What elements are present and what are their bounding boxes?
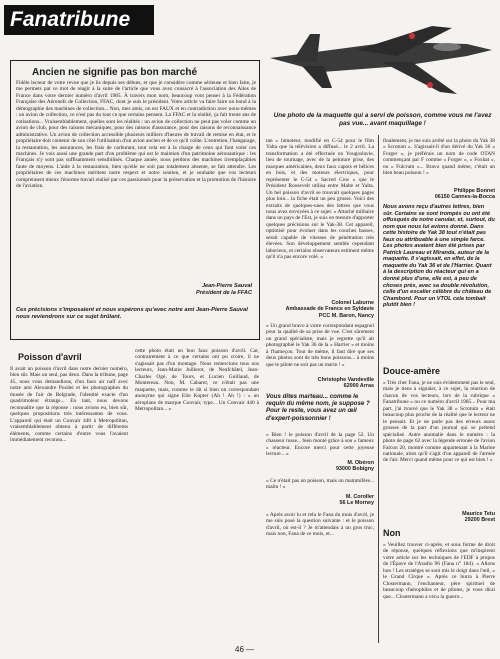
right-signature-1: Philippe Bonnet 06150 Cannes-la-Bocca xyxy=(434,188,495,201)
right-signature-2: Maurice Tetu 29200 Brest xyxy=(462,511,495,524)
masthead: Fanatribune xyxy=(4,5,154,35)
non-text: « Veuillez trouver ci-après, et sous forme de droit de réponse, quelques réflexions que m'inspirent votre article sur les techniques de l'EDF à propos de l'Épave de l'Aradio 96 (Fana n° 184). « Allons bon ! Les stratèges se sont mis le doigt dans l'œil, « le Grand Cirque ». Après ce hurra à Pierre Clostermann, l'enchanteur, père spirituel de beaucoup d'aérophiles et de pilotes, je vous dirai que... Clostermann a vécu la guerre... xyxy=(383,542,495,600)
right-text-1: finalement, je me suis arrêté sur la photo du Yak 38 « Scrotum ». S'agissait-il d'un dérivé du Yak 36 « Forger », je préférais un nom de code OTAN commençant par F comme « Forger », « Foxbat », ou « Fulcrum »... Bravo quand même, c'était un bien beau poisson ! » xyxy=(383,138,495,177)
mid-text-5: « Après avoir lu et relu le Fana du mois d'avril, je me suis posé la question suivante : et le poisson d'avril, où est-il ? Je m'attendais à un gros truc, mais non, Fana de ce mois, et... xyxy=(266,512,374,538)
aircraft-model-photo xyxy=(262,22,498,117)
column-rule xyxy=(378,135,379,643)
douce-amere-title: Douce-amère xyxy=(383,366,441,376)
photo-caption: Une photo de la maquette qui a servi de poisson, comme vous ne l'avez pas vue... avant maquillage ! xyxy=(273,112,492,127)
page-number: 46 — xyxy=(235,645,255,654)
mid-signature-1: Colonel Laburne Ambassade de France en Syldavie PCC M. Baron, Nancy xyxy=(285,300,374,319)
non-title: Non xyxy=(383,528,401,538)
box-outro: Ces précisions s'imposaient et nous espérons qu'avec notre ami Jean-Pierre Sauval nous reviendrons sur ce sujet brûlant. xyxy=(16,307,248,320)
mid-signature-3: M. Obéron 93000 Bobigny xyxy=(335,460,374,473)
right-text-2: Nous avons reçu d'autres lettres, bien sûr. Certains se sont trompés ou ont été offusqués de notre canular, et, surtout, du nom que nous lui avions donné. Dans cette histoire de Yak 38 tout n'était pas faux ou attribuable à une simple farce. Les photos avaient bien été prises par Patrick Laureau et Miranda, auteur de la maquette. Il s'agissait, en effet, de la maquette du Yak 36 et de l'Harrier. Quant à la description du réacteur qui en a donné plus d'une, elle est, à peu de choses près, avec sa double révolution, celle d'un escalier célèbre du château de Chambord. Pour un VTOL cela tombait plutôt bien ! xyxy=(383,204,495,309)
mid-text-3: « Bien ! le poisson d'avril de la page 52. Un chasseur russe... bien monté grâce à son « fameux » réacteur. Encore merci pour cette joyeuse lecture... » xyxy=(266,432,374,458)
mid-signature-4: M. Coroller 56 Le Morney xyxy=(339,494,374,507)
poisson-col1: Il avait un poisson d'avril dans notre dernier numéro, bien sûr. Mais un seul, pas deux. Dans la tribune, page 45, nous vous demandions, d'un faux air naïf avec notre ami Alexandre Pozdei et les photographes du musée de l'air de Belgrade, l'identité exacte d'un quadrimoteur étrange... En tant, nous devons reconnaître que la réponse : nous avions eu, bien sûr, quelques propositions très intéressantes de vous. L'appareil qui était un Convair 440 à Metropolitan, vraisemblablement obtenu à partir de différents éléments, comme certains d'entre vous l'avaient immédiatement reconnu... xyxy=(10,366,128,443)
mid-signature-2: Christophe Vandeville 62000 Arras xyxy=(317,377,374,390)
mid-column-text: tan » bimoteur, modifié en C-54 pour le film Yalta que la télévision a diffusé... le 2 avril. La transformation a été effectuée en Yougoslavie, lieu de tournage, avec de la peinture grise, des marques américaines, deux faux capots et hélices en bois, et des moteurs électriques, pour représenter le C-54 « Sacred Cow » que le Président Roosevelt utilisa entre Malte et Yalta. Un bel poisson d'avril se trouvait quelques pages plus loin... la fiche était un peu grosse. Voici des extraits de quelques-unes des lettres que vous nous avez envoyées à ce sujet. « Attaché militaire dans un pays de l'Est, je suis en mesure d'apporter quelques précisions sur le Yak-38. Cet appareil, optimisé pour évoluer dans les couches basses, serait capable de vitesses de pénétration très élevées. Son développement semble cependant laborieux, et certains observateurs estiment même qu'il n'a pas encore volé. » xyxy=(266,138,374,261)
douce-amere-text: « Très cher Fana, je ne suis évidemment pas le seul, mais je tiens à signaler, à ce sujet, la réaction de chacun de vos lecteurs, lors de la rubrique « Fanatribune » ou ce numéro d'avril 1985... Pour ma part, j'ai trouvé que le Yak 38 « Scrotum » était beaucoup plus proche de la réalité que le lecteur ne le pensait. Et je ne parle pas des erreurs assez grosses de la part d'un journal qui se prétend spécialisé. Autre anomalie dans le numéro : la photo de page 62 avec la légende erronée de l'avion Falcon 20, montré comme appartenant à la Marine nationale, alors qu'il s'agit d'un appareil de l'armée de l'air. Merci quand même pour ce qui est bien ! » xyxy=(383,380,495,464)
poisson-title: Poisson d'avril xyxy=(18,352,82,362)
mid-text-2: « Un grand bravo à votre correspondant espagnol pour la qualité de sa prise de vue. C'est sûrement un grand spécialiste, mais je regrette qu'il ait photographié le Yak 36 de la « Harrier » et moins à l'hameçon. Tout de même, il faut dire que ses deux photos sont de très bons poissons... à moins que le pilote ne soit pas un marin ! » xyxy=(266,323,374,368)
box-signature: Jean-Pierre Sauval Président de la FFAC xyxy=(196,283,252,296)
mid-text-4: « Ce n'était pas un poisson, mais un mammifère... malin ! » xyxy=(266,478,374,491)
box-title: Ancien ne signifie pas bon marché xyxy=(32,67,198,78)
poisson-col2: cette photo était un bon faux poisson d'avril. Car, contrairement à ce que certains ont pu croire, il ne s'agissait pas d'un montage. Nous remercions tous nos lecteurs, Jean-Marie Juillerot, de Neufchâtel, Jean-Charles Ogé, de Tours, et Lucien Guillaud, de Montereau. Non, M. Cabaret, ce n'était pas une maquette, mais, comme le dit si bien un correspondant anonyme qui signe Elie Kopter (Ah ! Ah !) : « un aéroplane de marque Convair, type... Un Convair 440 à Metropolitan... » xyxy=(135,348,259,413)
box-body: Fidèle lecteur de votre revue que je lis depuis ses débuts, et que je considère comme sérieuse et bien faite, je me permets par ce mot de réagir à la suite de l'article que vous avez consacré à l'association des Ailes de France dans votre dernier numéro d'avril 1985. À travers mon nom, beaucoup vont penser à la Fédération Française des Aéronefs de Collection, FFAC, dont je suis le président. Votre article va faire faire un bond à la démographie des machines de collection... Non, mes amis, on est FAUX et en contradiction avec nous-mêmes : un avion de collection, ce n'est pas du tout ce que certains pensent. La FFAC et la réalité, ça fait trente ans de cotisations... Vraisemblablement, quelles sont les réalités : un avion de collection ne peut pas voler comme un avion de club, pour des raisons mécaniques, pour des raisons d'assurance, pour des raisons de reconnaissance administrative. Un avion de collection accessible plusieurs milliers d'heures de travail de remise en état, et le propriétaire doit contenir de son côté l'utilisation d'un avion ancien et de ce qu'il coûte. L'entretien, l'hangarage, la restauration, les assurances, les frais de carburant, tout cela est à la charge de ceux qui font voler ces machines. Je vois aussi une grande part d'un problème qui est le maintien d'un patrimoine aéronautique : les Français n'y sont pas suffisamment sensibilisés. Chaque année, nous perdons des machines irremplaçables faute de moyens. L'aide à la restauration, bien qu'elle ne soit pas totalement absente, se fait attendre. Les propriétaires de ces machines méritent notre respect et notre soutien, et je souhaite que vos lecteurs comprennent mieux l'énorme travail réalisé par ces passionnés pour la préservation et la promotion de l'histoire de l'aviation. xyxy=(16,80,256,190)
mid-lead: Vous dites marteau... comme le requin du même nom, je suppose ? Pour le reste, vous avez un œil d'expert-poissonnier ! xyxy=(266,393,370,422)
